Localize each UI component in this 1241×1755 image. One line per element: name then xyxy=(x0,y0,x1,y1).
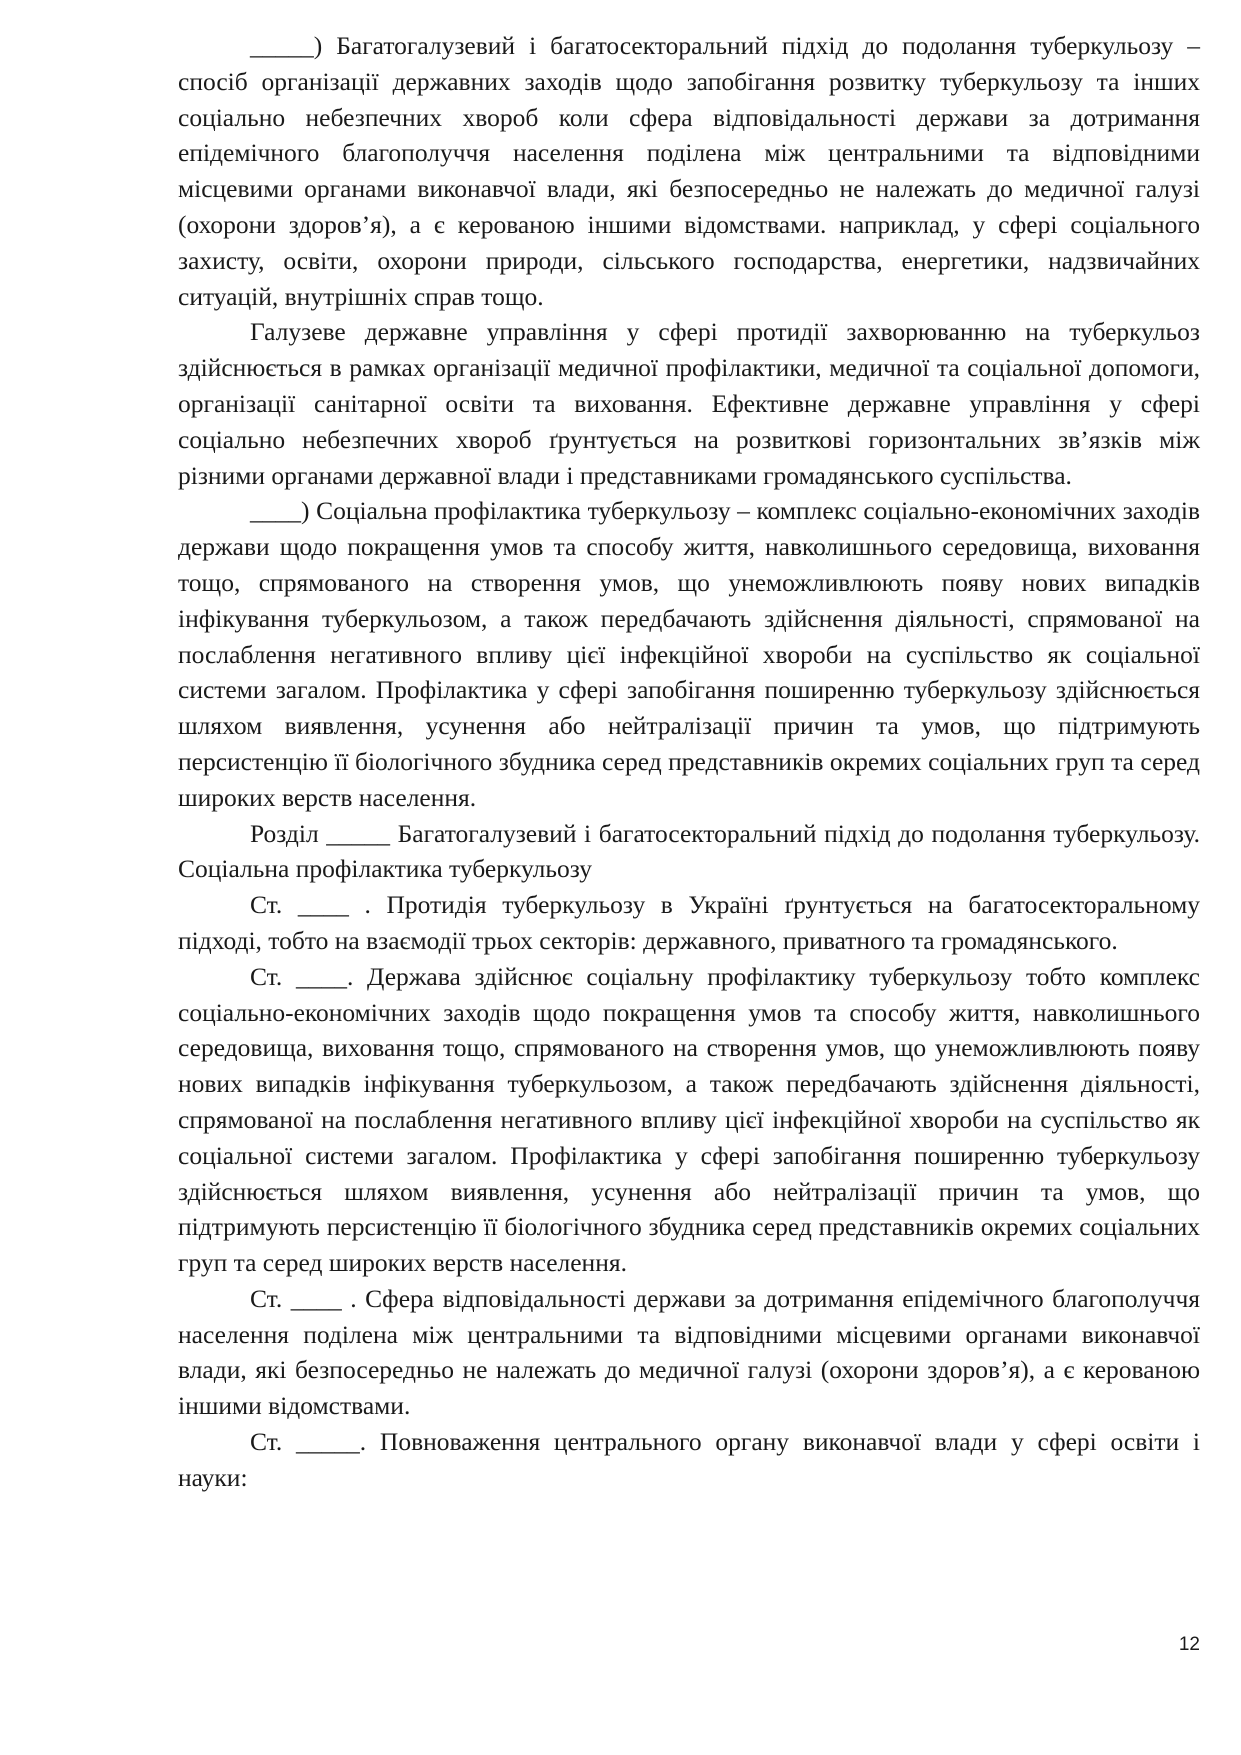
paragraph-multisectoral-definition: _____) Багатогалузевий і багатосекторальний підхід до подолання туберкульозу – спосіб організації державних заходів щодо запобігання розвитку туберкульозу та інших соціально небезпечних хвороб коли сфера відповідальності держави за дотримання епідемічного благополуччя населення поділена між центральними та відповідними місцевими органами виконавчої влади, які безпосередньо не належать до медичної галузі (охорони здоров’я), а є керованою іншими відомствами. наприклад, у сфері соціального захисту, освіти, охорони природи, сільського господарства, енергетики, надзвичайних ситуацій, внутрішніх справ тощо. xyxy=(178,31,1200,311)
page-number: 12 xyxy=(1178,1634,1200,1655)
paragraph-social-prevention-definition: ____) Соціальна профілактика туберкульозу – комплекс соціально-економічних заходів держави щодо покращення умов та способу життя, навколишнього середовища, виховання тощо, спрямованого на створення умов, що унеможливлюють появу нових випадків інфікування туберкульозом, а також передбачають здійснення діяльності, спрямованої на послаблення негативного впливу цієї інфекційної хвороби на суспільство як соціальної системи загалом. Профілактика у сфері запобігання поширенню туберкульозу здійснюється шляхом виявлення, усунення або нейтралізації причин та умов, що підтримують персистенцію її біологічного збудника серед представників окремих соціальних груп та серед широких верств населення. xyxy=(178,496,1200,812)
article-education-authority: Ст. _____. Повноваження центрального органу виконавчої влади у сфері освіти і науки: xyxy=(178,1427,1200,1492)
paragraph-sectoral-management: Галузеве державне управління у сфері протидії захворюванню на туберкульоз здійснюється в рамках організації медичної профілактики, медичної та соціальної допомоги, організації санітарної освіти та виховання. Ефективне державне управління у сфері соціально небезпечних хвороб ґрунтується на розвиткові горизонтальних зв’язків між різними органами державної влади і представниками громадянського суспільства. xyxy=(178,317,1200,490)
document-body xyxy=(178,28,1200,1496)
article-social-prevention: Ст. ____. Держава здійснює соціальну профілактику туберкульозу тобто комплекс соціально-економічних заходів щодо покращення умов та способу життя, навколишнього середовища, виховання тощо, спрямованого на створення умов, що унеможливлюють появу нових випадків інфікування туберкульозом, а також передбачають здійснення діяльності, спрямованої на послаблення негативного впливу цієї інфекційної хвороби на суспільство як соціальної системи загалом. Профілактика у сфері запобігання поширенню туберкульозу здійснюється шляхом виявлення, усунення або нейтралізації причин та умов, що підтримують персистенцію її біологічного збудника серед представників окремих соціальних груп та серед широких верств населення. xyxy=(178,961,1200,1278)
article-responsibility-sphere: Ст. ____ . Сфера відповідальності держави за дотримання епідемічного благополуччя населення поділена між центральними та відповідними місцевими органами виконавчої влади, які безпосередньо не належать до медичної галузі (охорони здоров’я), а є керованою іншими відомствами. xyxy=(178,1283,1200,1421)
section-heading: Розділ _____ Багатогалузевий і багатосекторальний підхід до подолання туберкульозу. Соціальна профілактика туберкульозу xyxy=(178,818,1200,884)
article-multisectoral-approach: Ст. ____ . Протидія туберкульозу в Україні ґрунтується на багатосекторальному підході, тобто на взаємодії трьох секторів: державного, приватного та громадянського. xyxy=(178,890,1200,955)
